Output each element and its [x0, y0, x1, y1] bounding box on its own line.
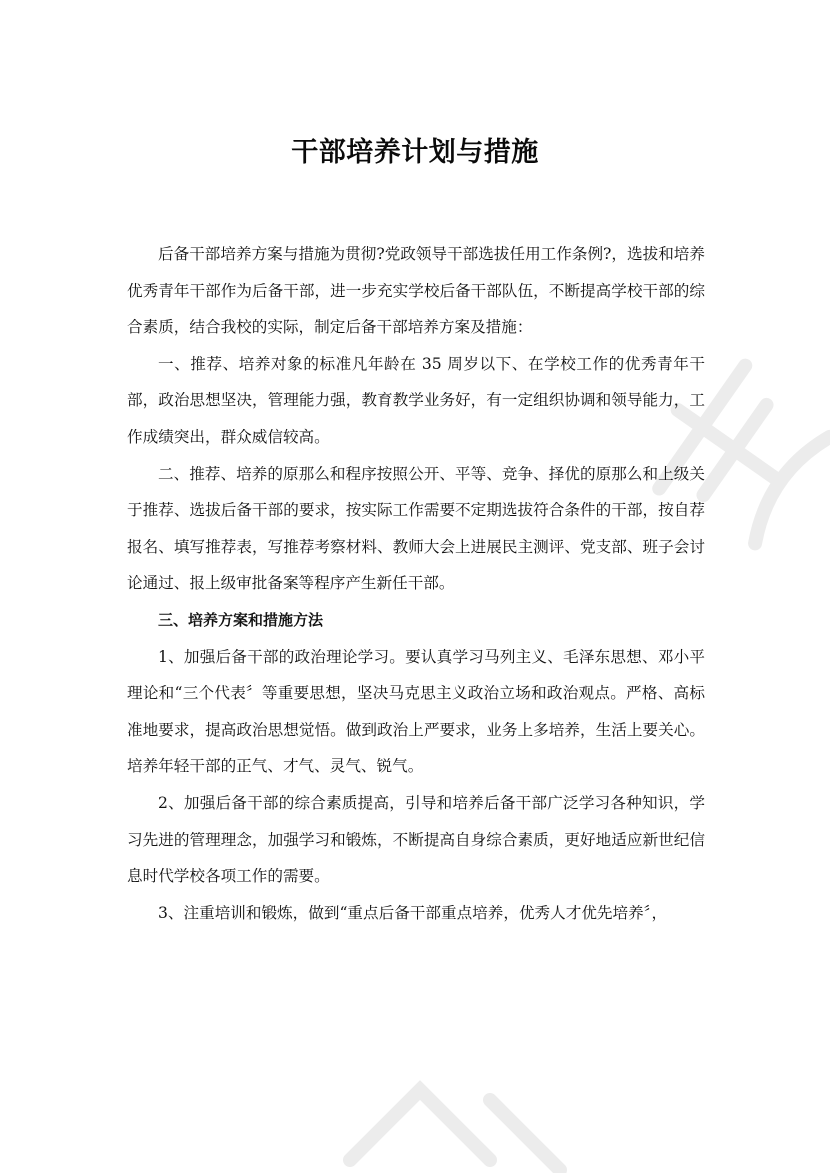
section-heading-3: 三、培养方案和措施方法 — [158, 610, 324, 629]
paragraph-item-2: 2、加强后备干部的综合素质提高，引导和培养后备干部广泛学习各种知识，学习先进的管理理念，加强学习和锻炼，不断提高自身综合素质，更好地适应新世纪信息时代学校各项工作的需要。 — [127, 793, 705, 886]
paragraph-intro: 后备干部培养方案与措施为贯彻?党政领导干部选拔任用工作条例?，选拔和培养优秀青年干部作为后备干部，进一步充实学校后备干部队伍，不断提高学校干部的综合素质，结合我校的实际，制定后备干部培养方案及措施： — [127, 245, 705, 337]
document-title: 干部培养计划与措施 — [291, 137, 539, 169]
paragraph-item-3: 3、注重培训和锻炼，做到“重点后备干部重点培养，优秀人才优先培养〞， — [158, 903, 668, 922]
watermark-stamp-bottom — [160, 1060, 680, 1173]
paragraph-item-1: 1、加强后备干部的政治理论学习。要认真学习马列主义、毛泽东思想、邓小平理论和“三个代表〞等重要思想，坚决马克思主义政治立场和政治观点。严格、高标准地要求，提高政治思想觉悟。做到政治上严要求，业务上多培养，生活上要关心。培养年轻干部的正气、才气、灵气、锐气。 — [127, 647, 705, 776]
paragraph-section-2: 二、推荐、培养的原那么和程序按照公开、平等、竞争、择优的原那么和上级关于推荐、选拔后备干部的要求，按实际工作需要不定期选拔符合条件的干部，按自荐报名、填写推荐表，写推荐考察材料、教师大会上进展民主测评、党支部、班子会讨论通过、报上级审批备案等程序产生新任干部。 — [127, 464, 705, 593]
document-body — [127, 236, 705, 931]
paragraph-section-1: 一、推荐、培养对象的标准凡年龄在 35 周岁以下、在学校工作的优秀青年干部，政治思想坚决，管理能力强，教育教学业务好，有一定组织协调和领导能力，工作成绩突出，群众威信较高。 — [127, 354, 705, 446]
